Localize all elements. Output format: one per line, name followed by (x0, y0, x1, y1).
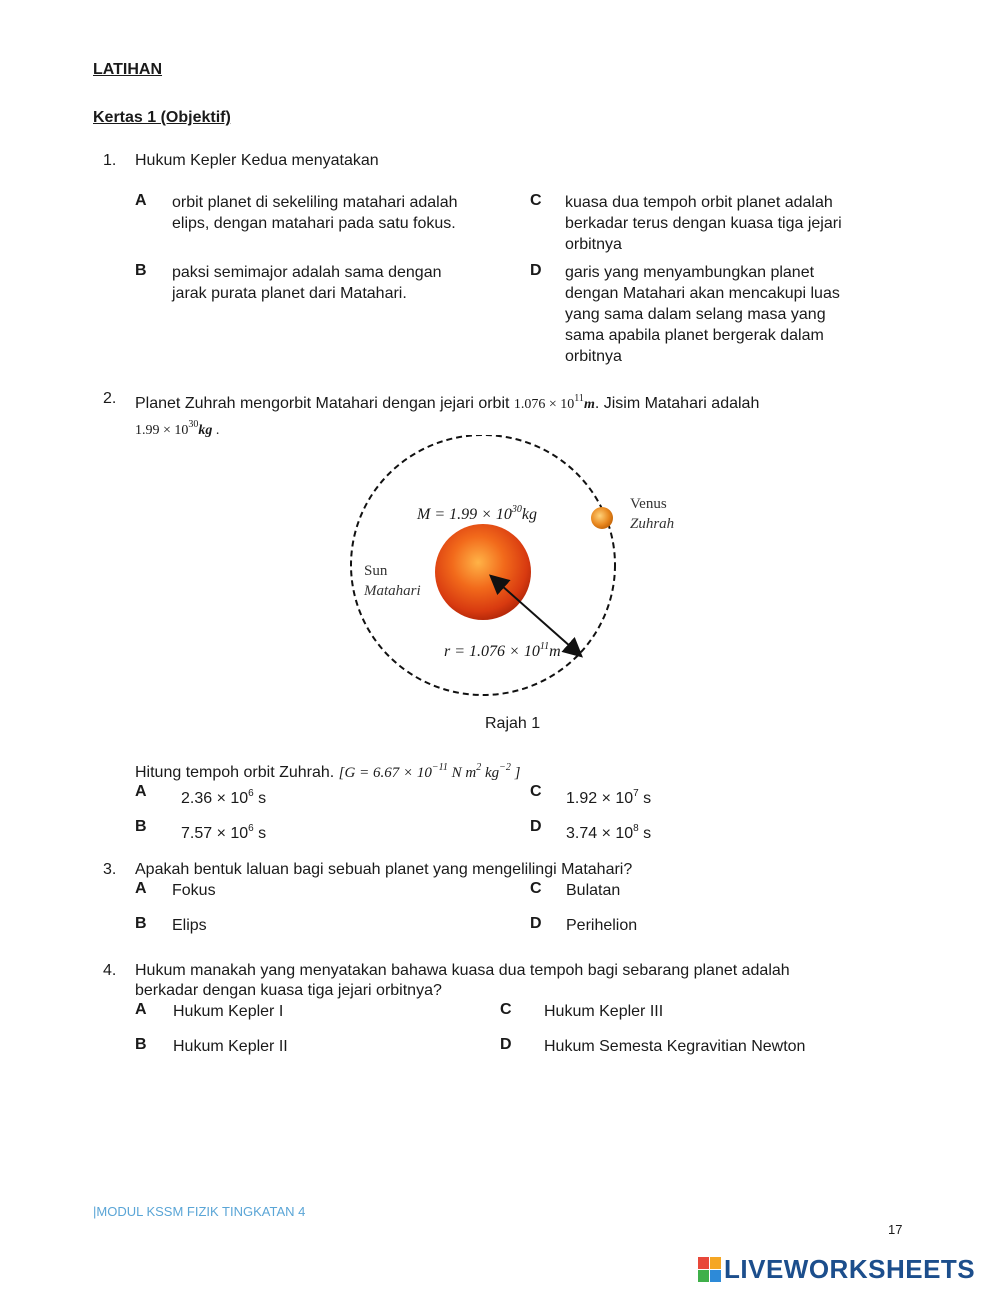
q1-number: 1. (103, 152, 117, 169)
q1-option-d-line: sama apabila planet bergerak dalam (565, 327, 824, 344)
diagram-radius-label: $r = 1.076 \times 10^{11}m$ (444, 641, 561, 660)
q1-option-d-line: garis yang menyambungkan planet (565, 264, 815, 281)
q2-option-a-letter: A (135, 783, 147, 800)
q2-option-c-letter: C (530, 783, 542, 800)
q4-option-c-letter: C (500, 1001, 512, 1018)
q1-option-c-line: orbitnya (565, 236, 622, 253)
q3-number: 3. (103, 861, 117, 878)
page-number: 17 (888, 1222, 903, 1237)
q3-option-a[interactable]: Fokus (172, 882, 216, 899)
q1-option-b-line: paksi semimajor adalah sama dengan (172, 264, 442, 281)
q2-option-a[interactable]: $2.36 \times 10^6$ s (181, 788, 267, 807)
q2-option-b[interactable]: $7.57 \times 10^6$ s (181, 823, 267, 842)
module-footer: |MODUL KSSM FIZIK TINGKATAN 4 (93, 1204, 306, 1219)
q3-option-d[interactable]: Perihelion (566, 917, 638, 934)
q2-option-d[interactable]: $3.74 \times 10^8$ s (566, 823, 652, 842)
q1-option-a-line: elips, dengan matahari pada satu fokus. (172, 215, 456, 232)
section-title: Kertas 1 (Objektif) (93, 109, 231, 126)
q4-option-d-letter: D (500, 1036, 512, 1053)
q1-option-c[interactable] (565, 192, 842, 255)
q4-option-d[interactable]: Hukum Semesta Kegravitian Newton (544, 1038, 806, 1055)
liveworksheets-logo-icon (698, 1257, 722, 1283)
q3-option-c-letter: C (530, 880, 542, 897)
q2-text (135, 388, 759, 415)
q1-option-d-letter: D (530, 262, 542, 279)
q2-option-d-letter: D (530, 818, 542, 835)
venus-label: Venus Zuhrah (630, 496, 675, 532)
diagram-caption: Rajah 1 (485, 715, 541, 732)
q3-option-b-letter: B (135, 915, 147, 932)
q4-option-a[interactable]: Hukum Kepler I (173, 1003, 284, 1020)
q1-option-a-letter: A (135, 192, 147, 209)
page-heading: LATIHAN (93, 61, 163, 78)
q3-option-d-letter: D (530, 915, 542, 932)
q1-option-b[interactable] (172, 262, 441, 304)
q2-mass-value: $1.99 \times 10^{30}kg$ . (135, 419, 220, 438)
q4-number: 4. (103, 962, 117, 979)
q4-text-line1: Hukum manakah yang menyatakan bahawa kuasa dua tempoh bagi sebarang planet adalah (135, 962, 790, 979)
q2-option-c[interactable]: $1.92 \times 10^7$ s (566, 788, 652, 807)
q2-number: 2. (103, 390, 117, 407)
q1-option-d-line: dengan Matahari akan mencakupi luas (565, 285, 840, 302)
q2-option-b-letter: B (135, 818, 147, 835)
q1-option-d-line: orbitnya (565, 348, 622, 365)
liveworksheets-brand[interactable]: LIVEWORKSHEETS (724, 1254, 976, 1284)
sun-label: Sun Matahari (364, 563, 421, 599)
diagram-mass-label: $M = 1.99 \times 10^{30}kg$ (417, 504, 538, 523)
venus-icon (591, 507, 613, 529)
q1-option-d[interactable] (565, 262, 840, 367)
q1-text: Hukum Kepler Kedua menyatakan (135, 152, 379, 169)
q4-option-c[interactable]: Hukum Kepler III (544, 1003, 664, 1020)
q1-option-b-line: jarak purata planet dari Matahari. (172, 285, 407, 302)
q1-option-c-letter: C (530, 192, 542, 209)
q3-option-a-letter: A (135, 880, 147, 897)
q4-text-line2: berkadar dengan kuasa tiga jejari orbitnya? (135, 982, 442, 999)
q2-text-a: Planet Zuhrah mengorbit Matahari dengan jejari orbit (135, 395, 510, 412)
q2-question: Hitung tempoh orbit Zuhrah. [$G = 6.67 \times 10^{-11}$ N $m^2$ $kg^{-2}$ ] (135, 762, 521, 781)
q4-option-b-letter: B (135, 1036, 147, 1053)
q1-option-b-letter: B (135, 262, 147, 279)
q1-option-a[interactable] (172, 192, 458, 234)
q3-option-b[interactable]: Elips (172, 917, 207, 934)
q2-orbit-value: $1.076 \times 10^{11}m$ (513, 393, 595, 412)
q1-option-d-line: yang sama dalam selang masa yang (565, 306, 826, 323)
q2-text-b: . Jisim Matahari adalah (594, 395, 760, 412)
sun-icon (435, 524, 531, 620)
q1-option-a-line: orbit planet di sekeliling matahari adalah (172, 194, 458, 211)
q4-option-a-letter: A (135, 1001, 147, 1018)
q4-option-b[interactable]: Hukum Kepler II (173, 1038, 288, 1055)
q1-option-c-line: kuasa dua tempoh orbit planet adalah (565, 194, 833, 211)
q3-text: Apakah bentuk laluan bagi sebuah planet yang mengelilingi Matahari? (135, 861, 633, 878)
q3-option-c[interactable]: Bulatan (566, 882, 621, 899)
q1-option-c-line: berkadar terus dengan kuasa tiga jejari (565, 215, 842, 232)
